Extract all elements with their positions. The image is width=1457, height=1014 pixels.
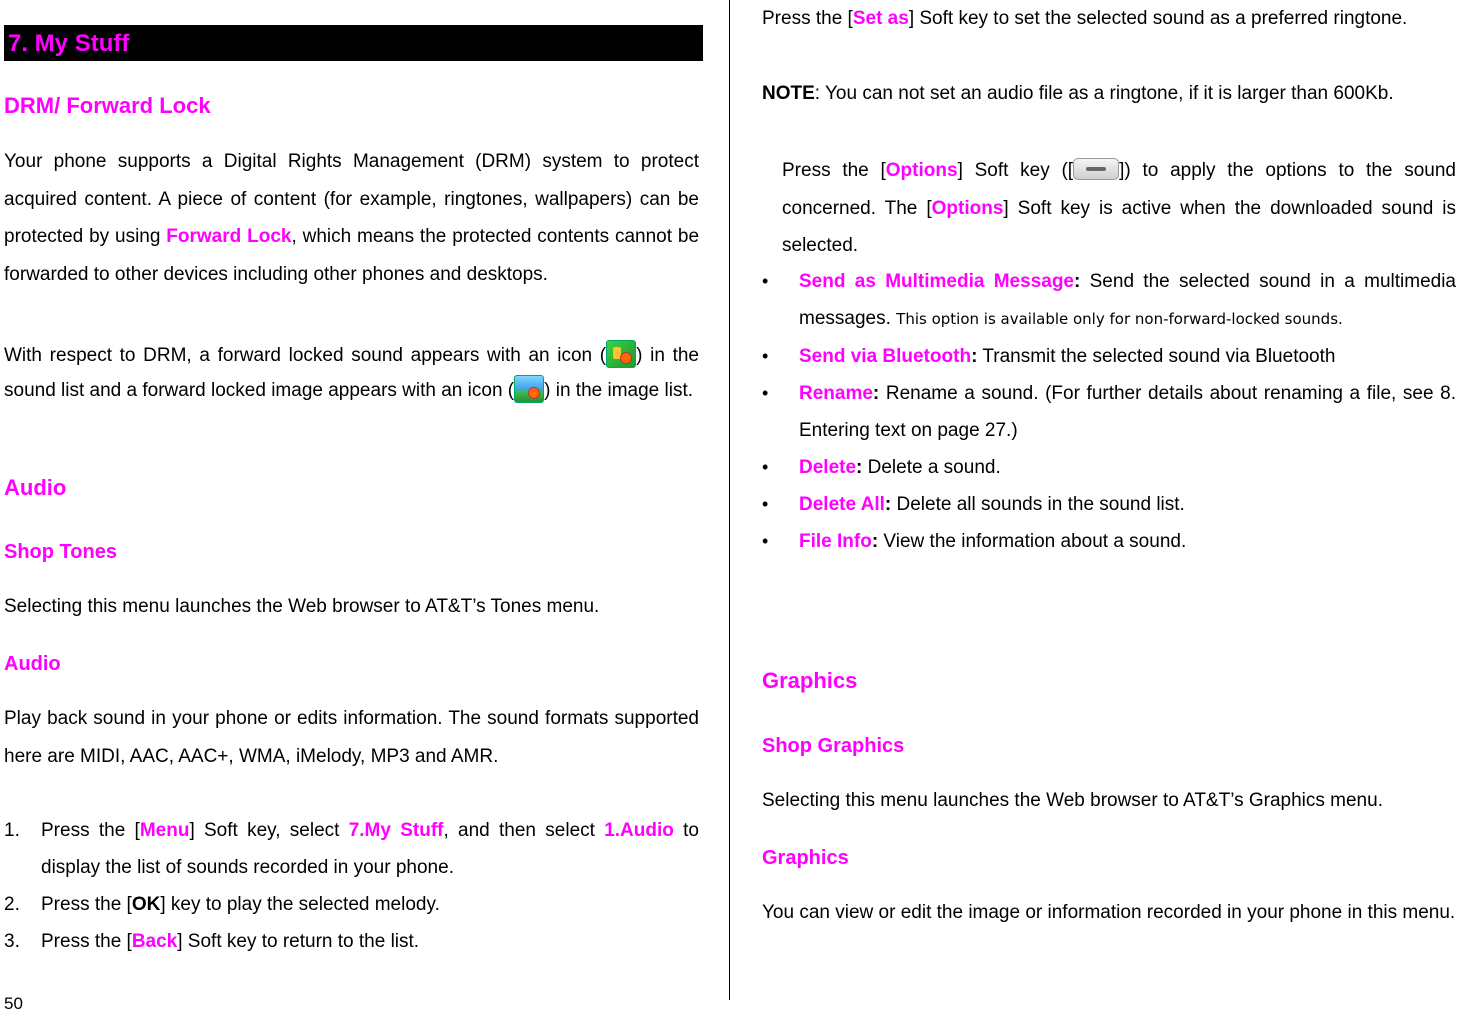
forward-locked-sound-icon — [606, 340, 636, 368]
shop-tones-text: Selecting this menu launches the Web browser to AT&T’s Tones menu. — [4, 596, 600, 617]
drm-heading: DRM/ Forward Lock — [4, 93, 211, 118]
graphics-text: You can view or edit the image or information recorded in your phone in this menu. — [762, 902, 1456, 923]
chapter-title: 7. My Stuff — [4, 25, 703, 61]
audio-steps-list — [4, 812, 699, 960]
graphics-heading: Graphics — [762, 668, 858, 693]
shop-tones-heading: Shop Tones — [4, 541, 117, 563]
list-item: • Send as Multimedia Message: Send the selected sound in a multimedia messages. This option is available only for non-forward-locked sounds. — [762, 271, 1456, 329]
list-item: • Delete: Delete a sound. — [762, 457, 1001, 478]
forward-locked-image-icon — [514, 375, 544, 403]
graphics-sub-heading: Graphics — [762, 847, 849, 869]
audio-text: Play back sound in your phone or edits information. The sound formats supported here are MIDI, AAC, AAC+, WMA, iMelody, MP3 and AMR. — [4, 708, 699, 767]
page-number: 50 — [4, 994, 23, 1013]
list-item: • Rename: Rename a sound. (For further details about renaming a file, see 8. Entering text on page 27.) — [762, 383, 1456, 441]
list-item: • Delete All: Delete all sounds in the sound list. — [762, 494, 1185, 515]
list-item: 3. Press the [Back] Soft key to return to the list. — [4, 931, 420, 952]
audio-heading: Audio — [4, 475, 67, 500]
options-bullet-list — [762, 263, 1456, 560]
list-item: • File Info: View the information about a sound. — [762, 531, 1187, 552]
shop-graphics-heading: Shop Graphics — [762, 735, 905, 757]
drm-paragraph-2: With respect to DRM, a forward locked sound appears with an icon ( ) in the sound list and a forward locked image appears with an icon ( ) in the image list. — [4, 338, 699, 408]
list-item: • Send via Bluetooth: Transmit the selected sound via Bluetooth — [762, 346, 1336, 367]
options-softkey-icon — [1073, 158, 1119, 180]
list-item: 2. Press the [OK] key to play the selected melody. — [4, 894, 440, 915]
forward-lock-keyword: Forward Lock — [166, 226, 292, 247]
options-paragraph: Press the [Options] Soft key ([ ]) to apply the options to the sound concerned. The [Options] Soft key is active when the downloaded sound is selected. — [782, 160, 1456, 256]
note-paragraph: NOTE: You can not set an audio file as a ringtone, if it is larger than 600Kb. — [762, 83, 1394, 104]
drm-paragraph-1: Your phone supports a Digital Rights Management (DRM) system to protect acquired content. A piece of content (for example, ringtones, wallpapers) can be protected by using Forward Lock, which means the protected contents cannot be forwarded to other devices including other phones and desktops. — [4, 151, 700, 285]
audio-sub-heading: Audio — [4, 653, 61, 675]
column-divider — [729, 0, 730, 1000]
set-as-paragraph: Press the [Set as] Soft key to set the selected sound as a preferred ringtone. — [762, 8, 1408, 29]
list-item: 1. Press the [Menu] Soft key, select 7.My Stuff, and then select 1.Audio to display the list of sounds recorded in your phone. — [4, 820, 699, 878]
shop-graphics-text: Selecting this menu launches the Web browser to AT&T’s Graphics menu. — [762, 790, 1383, 811]
